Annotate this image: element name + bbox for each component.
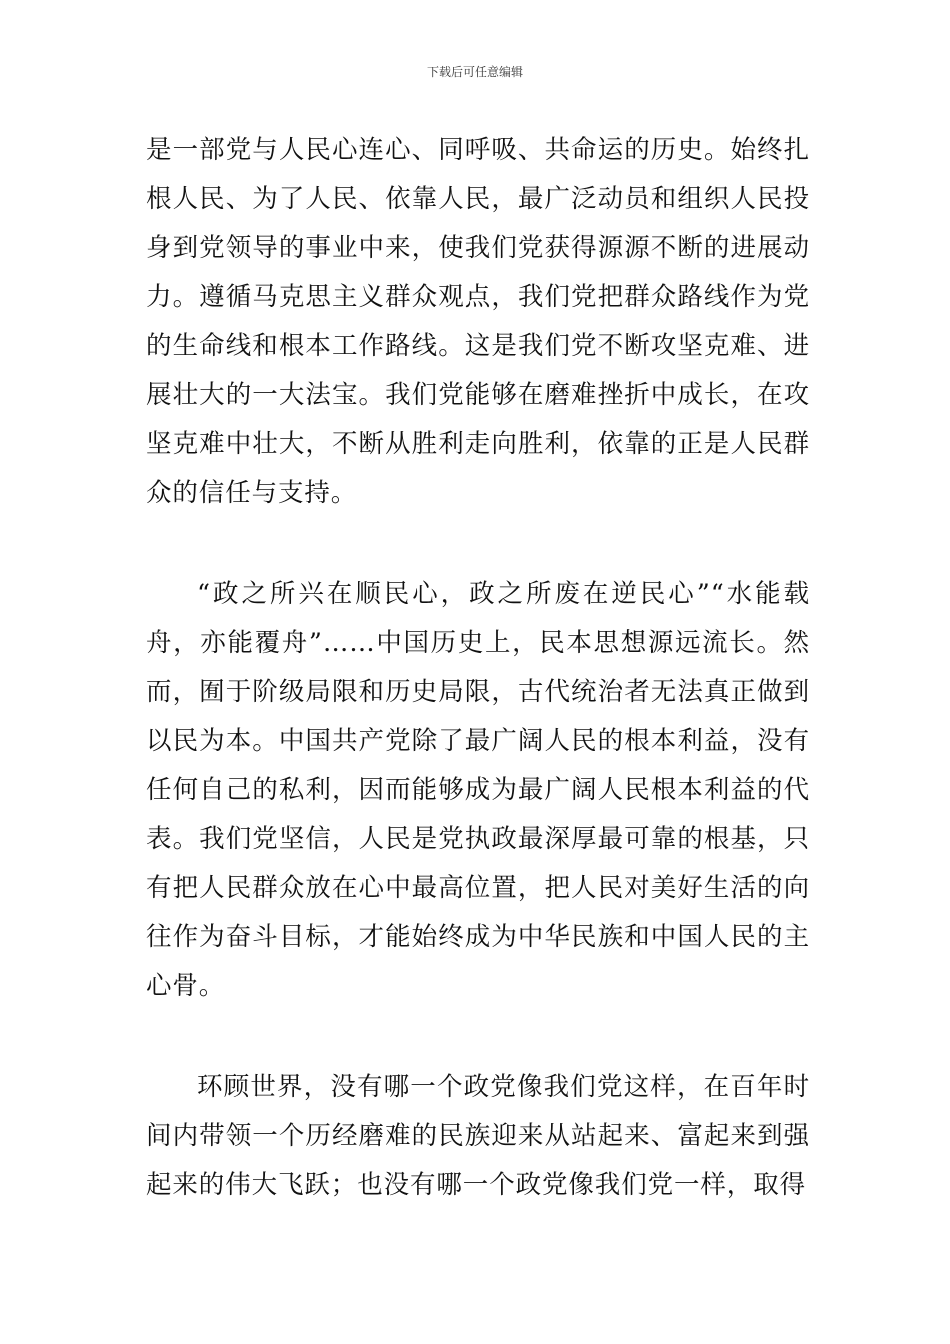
page-header-note: 下载后可任意编辑 xyxy=(426,65,523,79)
paragraph-1: 是一部党与人民心连心、同呼吸、共命运的历史。始终扎根人民、为了人民、依靠人民，最广泛动员和组织人民投身到党领导的事业中来，使我们党获得源源不断的进展动力。遵循马克思主义群众观点，我们党把群众路线作为党的生命线和根本工作路线。这是我们党不断攻坚克难、进展壮大的一大法宝。我们党能够在磨难挫折中成长，在攻坚克难中壮大，不断从胜利走向胜利，依靠的正是人民群众的信任与支持。 xyxy=(146,135,810,508)
paragraph-2: “政之所兴在顺民心，政之所废在逆民心”“水能载舟，亦能覆舟”……中国历史上，民本思想源远流长。然而，囿于阶级局限和历史局限，古代统治者无法真正做到以民为本。中国共产党除了最广阔人民的根本利益，没有任何自己的私利，因而能够成为最广阔人民根本利益的代表。我们党坚信，人民是党执政最深厚最可靠的根基，只有把人民群众放在心中最高位置，把人民对美好生活的向往作为奋斗目标，才能始终成为中华民族和中国人民的主心骨。 xyxy=(146,579,810,1001)
document-body xyxy=(146,126,810,1210)
paragraph-3: 环顾世界，没有哪一个政党像我们党这样，在百年时间内带领一个历经磨难的民族迎来从站起来、富起来到强起来的伟大飞跃；也没有哪一个政党像我们党一样，取得 xyxy=(146,1072,810,1200)
